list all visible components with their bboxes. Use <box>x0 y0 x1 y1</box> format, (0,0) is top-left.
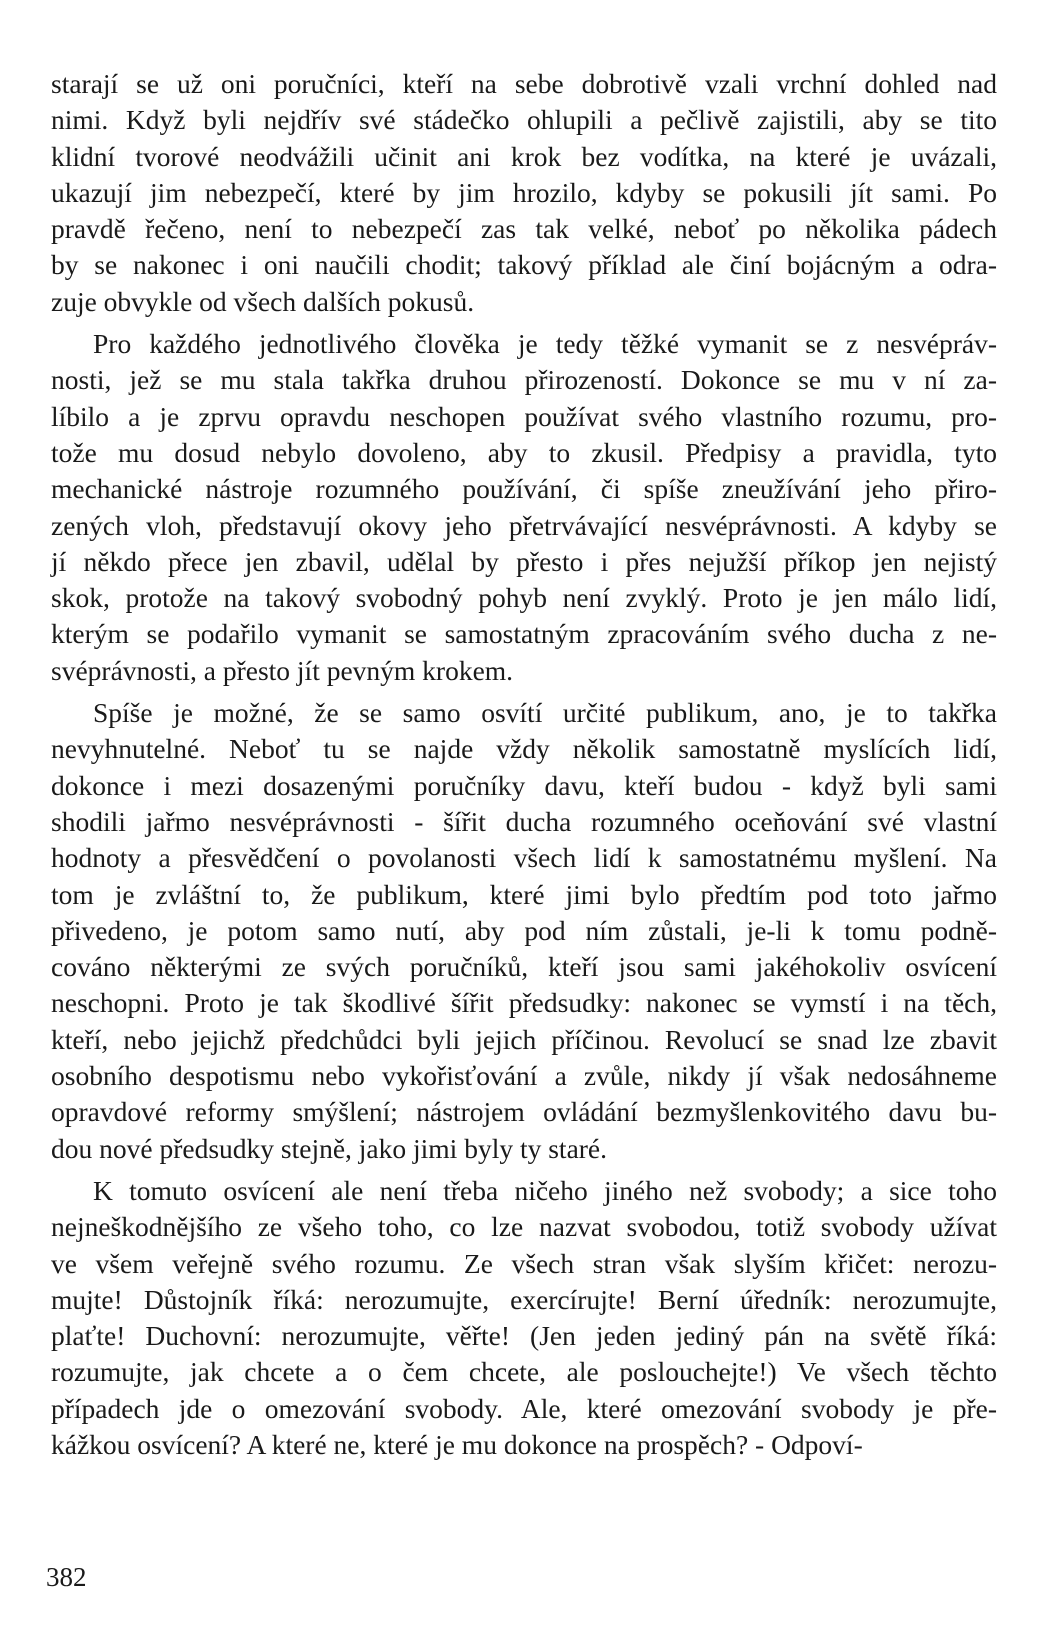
text-line: zených vloh, představují okovy jeho přetrvávající nesvéprávnosti. A kdyby se <box>51 509 997 541</box>
text-line: dou nové předsudky stejně, jako jimi byly ty staré. <box>51 1132 608 1164</box>
text-line: osobního despotismu nebo vykořisťování a zvůle, nikdy jí však nedosáhneme <box>51 1060 997 1092</box>
text-line: klidní tvorové neodvážili učinit ani krok bez vodítka, na které je uvázali, <box>51 140 997 172</box>
text-line: skok, protože na takový svobodný pohyb není zvyklý. Proto je jen málo lidí, <box>51 582 997 614</box>
text-line: neschopni. Proto je tak škodlivé šířit předsudky: nakonec se vymstí i na těch, <box>51 987 997 1019</box>
text-line: nevyhnutelné. Neboť tu se najde vždy několik samostatně myslících lidí, <box>51 733 997 765</box>
paragraph <box>51 326 997 689</box>
text-line: přivedeno, je potom samo nutí, aby pod ním zůstali, je-li k tomu podně- <box>51 914 997 946</box>
text-line: kteří, nebo jejichž předchůdci byli jejich příčinou. Revolucí se snad lze zbavit <box>51 1023 997 1055</box>
paragraph <box>51 695 997 1167</box>
text-line: tože mu dosud nebylo dovoleno, aby to zkusil. Předpisy a pravidla, tyto <box>51 436 997 468</box>
text-line: tom je zvláštní to, že publikum, které jimi bylo předtím pod toto jařmo <box>51 878 997 910</box>
text-line: nosti, jež se mu stala takřka druhou přirozeností. Dokonce se mu v ní za- <box>51 364 997 396</box>
text-line: ve všem veřejně svého rozumu. Ze všech stran však slyším křičet: nerozu- <box>51 1247 997 1279</box>
paragraph <box>51 1173 997 1463</box>
text-line: kážkou osvícení? A které ne, které je mu dokonce na prospěch? - Odpoví- <box>51 1428 863 1460</box>
text-line: rozumujte, jak chcete a o čem chcete, ale poslouchejte!) Ve všech těchto <box>51 1356 997 1388</box>
body-text <box>51 66 997 1463</box>
text-line: Pro každého jednotlivého člověka je tedy těžké vymanit se z nesvépráv- <box>93 328 997 360</box>
text-line: nimi. Když byli nejdřív své stádečko ohlupili a pečlivě zajistili, aby se tito <box>51 104 997 136</box>
paragraph <box>51 66 997 320</box>
text-line: jí někdo přece jen zbavil, udělal by přesto i přes nejužší příkop jen nejistý <box>51 545 997 577</box>
text-line: K tomuto osvícení ale není třeba ničeho jiného než svobody; a sice toho <box>93 1174 997 1206</box>
text-line: Spíše je možné, že se samo osvítí určité publikum, ano, je to takřka <box>93 697 997 729</box>
text-line: shodili jařmo nesvéprávnosti - šířit ducha rozumného oceňování své vlastní <box>51 805 997 837</box>
text-line: dokonce i mezi dosazenými poručníky davu, kteří budou - když byli sami <box>51 769 997 801</box>
text-line: by se nakonec i oni naučili chodit; takový příklad ale činí bojácným a odra- <box>51 249 997 281</box>
text-line: mujte! Důstojník říká: nerozumujte, exercírujte! Berní úředník: nerozumujte, <box>51 1283 997 1315</box>
text-line: opravdové reformy smýšlení; nástrojem ovládání bezmyšlenkovitého davu bu- <box>51 1096 997 1128</box>
text-line: nejneškodnějšího ze všeho toho, co lze nazvat svobodou, totiž svobody užívat <box>51 1211 997 1243</box>
text-line: pravdě řečeno, není to nebezpečí zas tak velké, neboť po několika pádech <box>51 213 997 245</box>
text-line: kterým se podařilo vymanit se samostatným zpracováním svého ducha z ne- <box>51 618 997 650</box>
text-line: hodnoty a přesvědčení o povolanosti všech lidí k samostatnému myšlení. Na <box>51 842 997 874</box>
text-line: plaťte! Duchovní: nerozumujte, věřte! (Jen jeden jediný pán na světě říká: <box>51 1320 997 1352</box>
text-line: líbilo a je zprvu opravdu neschopen používat svého vlastního rozumu, pro- <box>51 400 997 432</box>
text-line: cováno některými ze svých poručníků, kteří jsou sami jakéhokoliv osvícení <box>51 951 997 983</box>
page-number: 382 <box>46 1562 87 1592</box>
text-line: ukazují jim nebezpečí, které by jim hrozilo, kdyby se pokusili jít sami. Po <box>51 176 997 208</box>
text-line: starají se už oni poručníci, kteří na sebe dobrotivě vzali vrchní dohled nad <box>51 68 997 99</box>
text-line: mechanické nástroje rozumného používání, či spíše zneužívání jeho přiro- <box>51 473 997 505</box>
text-line: svéprávnosti, a přesto jít pevným krokem. <box>51 654 514 686</box>
text-line: zuje obvykle od všech dalších pokusů. <box>51 285 475 317</box>
text-line: případech jde o omezování svobody. Ale, které omezování svobody je pře- <box>51 1392 997 1424</box>
